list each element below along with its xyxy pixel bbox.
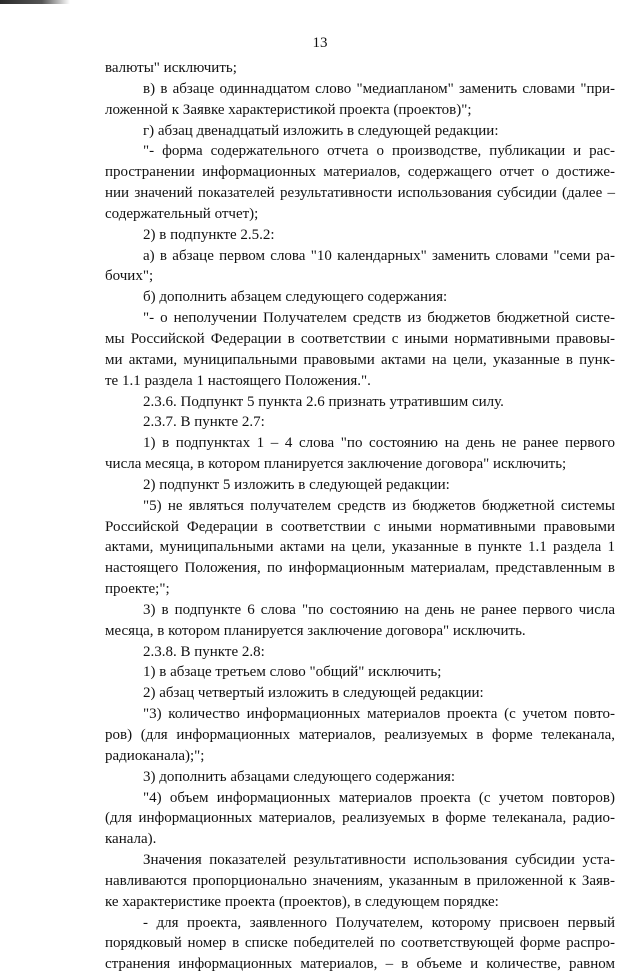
text-line: 2) абзац четвертый изложить в следующей редакции: bbox=[143, 685, 484, 702]
text-line: г) абзац двенадцатый изложить в следующей редакции: bbox=[143, 122, 499, 139]
text-line: месяца, в котором планируется заключение договора" исключить. bbox=[105, 622, 526, 639]
text-line: 1) в подпунктах 1 – 4 слова "по состоянию на день не ранее первого bbox=[143, 435, 615, 452]
text-line: 2.3.8. В пункте 2.8: bbox=[143, 643, 265, 660]
text-line: настоящего Положения, по информационным материалам, представленным в bbox=[105, 560, 615, 577]
text-line: 2.3.7. В пункте 2.7: bbox=[143, 414, 265, 431]
text-line: 3) дополнить абзацами следующего содержания: bbox=[143, 768, 456, 785]
text-line: актами, муниципальными актами на цели, указанные в пункте 1.1 раздела 1 bbox=[105, 539, 615, 556]
text-line: а) в абзаце первом слова "10 календарных" заменить словами "семи ра- bbox=[143, 247, 615, 264]
text-line: навливаются пропорционально значениям, указанным в приложенной к Заяв- bbox=[105, 872, 615, 889]
text-line: ров) (для информационных материалов, реализуемых в форме телеканала, bbox=[105, 727, 615, 743]
document-body bbox=[105, 58, 615, 975]
text-line: "4) объем информационных материалов проекта (с учетом повторов) bbox=[143, 789, 615, 806]
text-line: 3) в подпункте 6 слова "по состоянию на день не ранее первого числа bbox=[143, 601, 615, 618]
text-line: "5) не являться получателем средств из бюджетов бюджетной системы bbox=[143, 497, 615, 514]
text-line: "3) количество информационных материалов проекта (с учетом повто- bbox=[143, 706, 615, 723]
text-line: в) в абзаце одиннадцатом слово "медиапланом" заменить словами "при- bbox=[143, 80, 615, 97]
text-line: 2) в подпункте 2.5.2: bbox=[143, 226, 275, 243]
text-line: ложенной к Заявке характеристикой проекта (проектов)"; bbox=[105, 101, 472, 118]
text-line: содержательный отчет); bbox=[105, 205, 259, 222]
text-line: канала). bbox=[105, 831, 157, 848]
text-line: валюты" исключить; bbox=[105, 60, 237, 76]
text-line: радиоканала);"; bbox=[105, 747, 205, 764]
page-number: 13 bbox=[312, 35, 328, 51]
text-line: проекте;"; bbox=[105, 581, 170, 598]
text-line: ми актами, муниципальными правовыми актами на цели, указанные в пунк- bbox=[105, 351, 615, 368]
text-line: порядковый номер в списке победителей по соответствующей форме распро- bbox=[105, 935, 615, 952]
text-line: "- форма содержательного отчета о производстве, публикации и рас- bbox=[143, 143, 615, 160]
text-line: Значения показателей результативности использования субсидии уста- bbox=[143, 852, 615, 869]
text-line: 1) в абзаце третьем слово "общий" исключить; bbox=[143, 664, 442, 681]
text-line: пространении информационных материалов, содержащего отчет о достиже- bbox=[105, 164, 615, 181]
text-line: 2) подпункт 5 изложить в следующей редакции: bbox=[143, 476, 450, 493]
text-line: б) дополнить абзацем следующего содержания: bbox=[143, 289, 448, 306]
text-line: (для информационных материалов, реализуемых в форме телеканала, радио- bbox=[105, 810, 615, 827]
text-line: ке характеристике проекта (проектов), в следующем порядке: bbox=[105, 893, 499, 910]
text-line: числа месяца, в котором планируется заключение договора" исключить; bbox=[105, 456, 567, 473]
text-line: бочих"; bbox=[105, 268, 154, 285]
text-line: те 1.1 раздела 1 настоящего Положения.". bbox=[105, 372, 371, 389]
text-line: "- о неполучении Получателем средств из бюджетов бюджетной систе- bbox=[143, 310, 615, 327]
text-line: нии значений показателей результативности использования субсидии (далее – bbox=[105, 185, 615, 202]
text-line: - для проекта, заявленного Получателем, которому присвоен первый bbox=[143, 914, 615, 931]
text-line: 2.3.6. Подпункт 5 пункта 2.6 признать утратившим силу. bbox=[143, 393, 504, 410]
text-line: странения информационных материалов, – в объеме и количестве, равном bbox=[105, 956, 615, 973]
scan-edge-mark bbox=[0, 0, 70, 4]
text-line: мы Российской Федерации в соответствии с иными нормативными правовы- bbox=[105, 330, 615, 347]
text-line: Российской Федерации в соответствии с иными нормативными правовыми bbox=[105, 518, 615, 535]
